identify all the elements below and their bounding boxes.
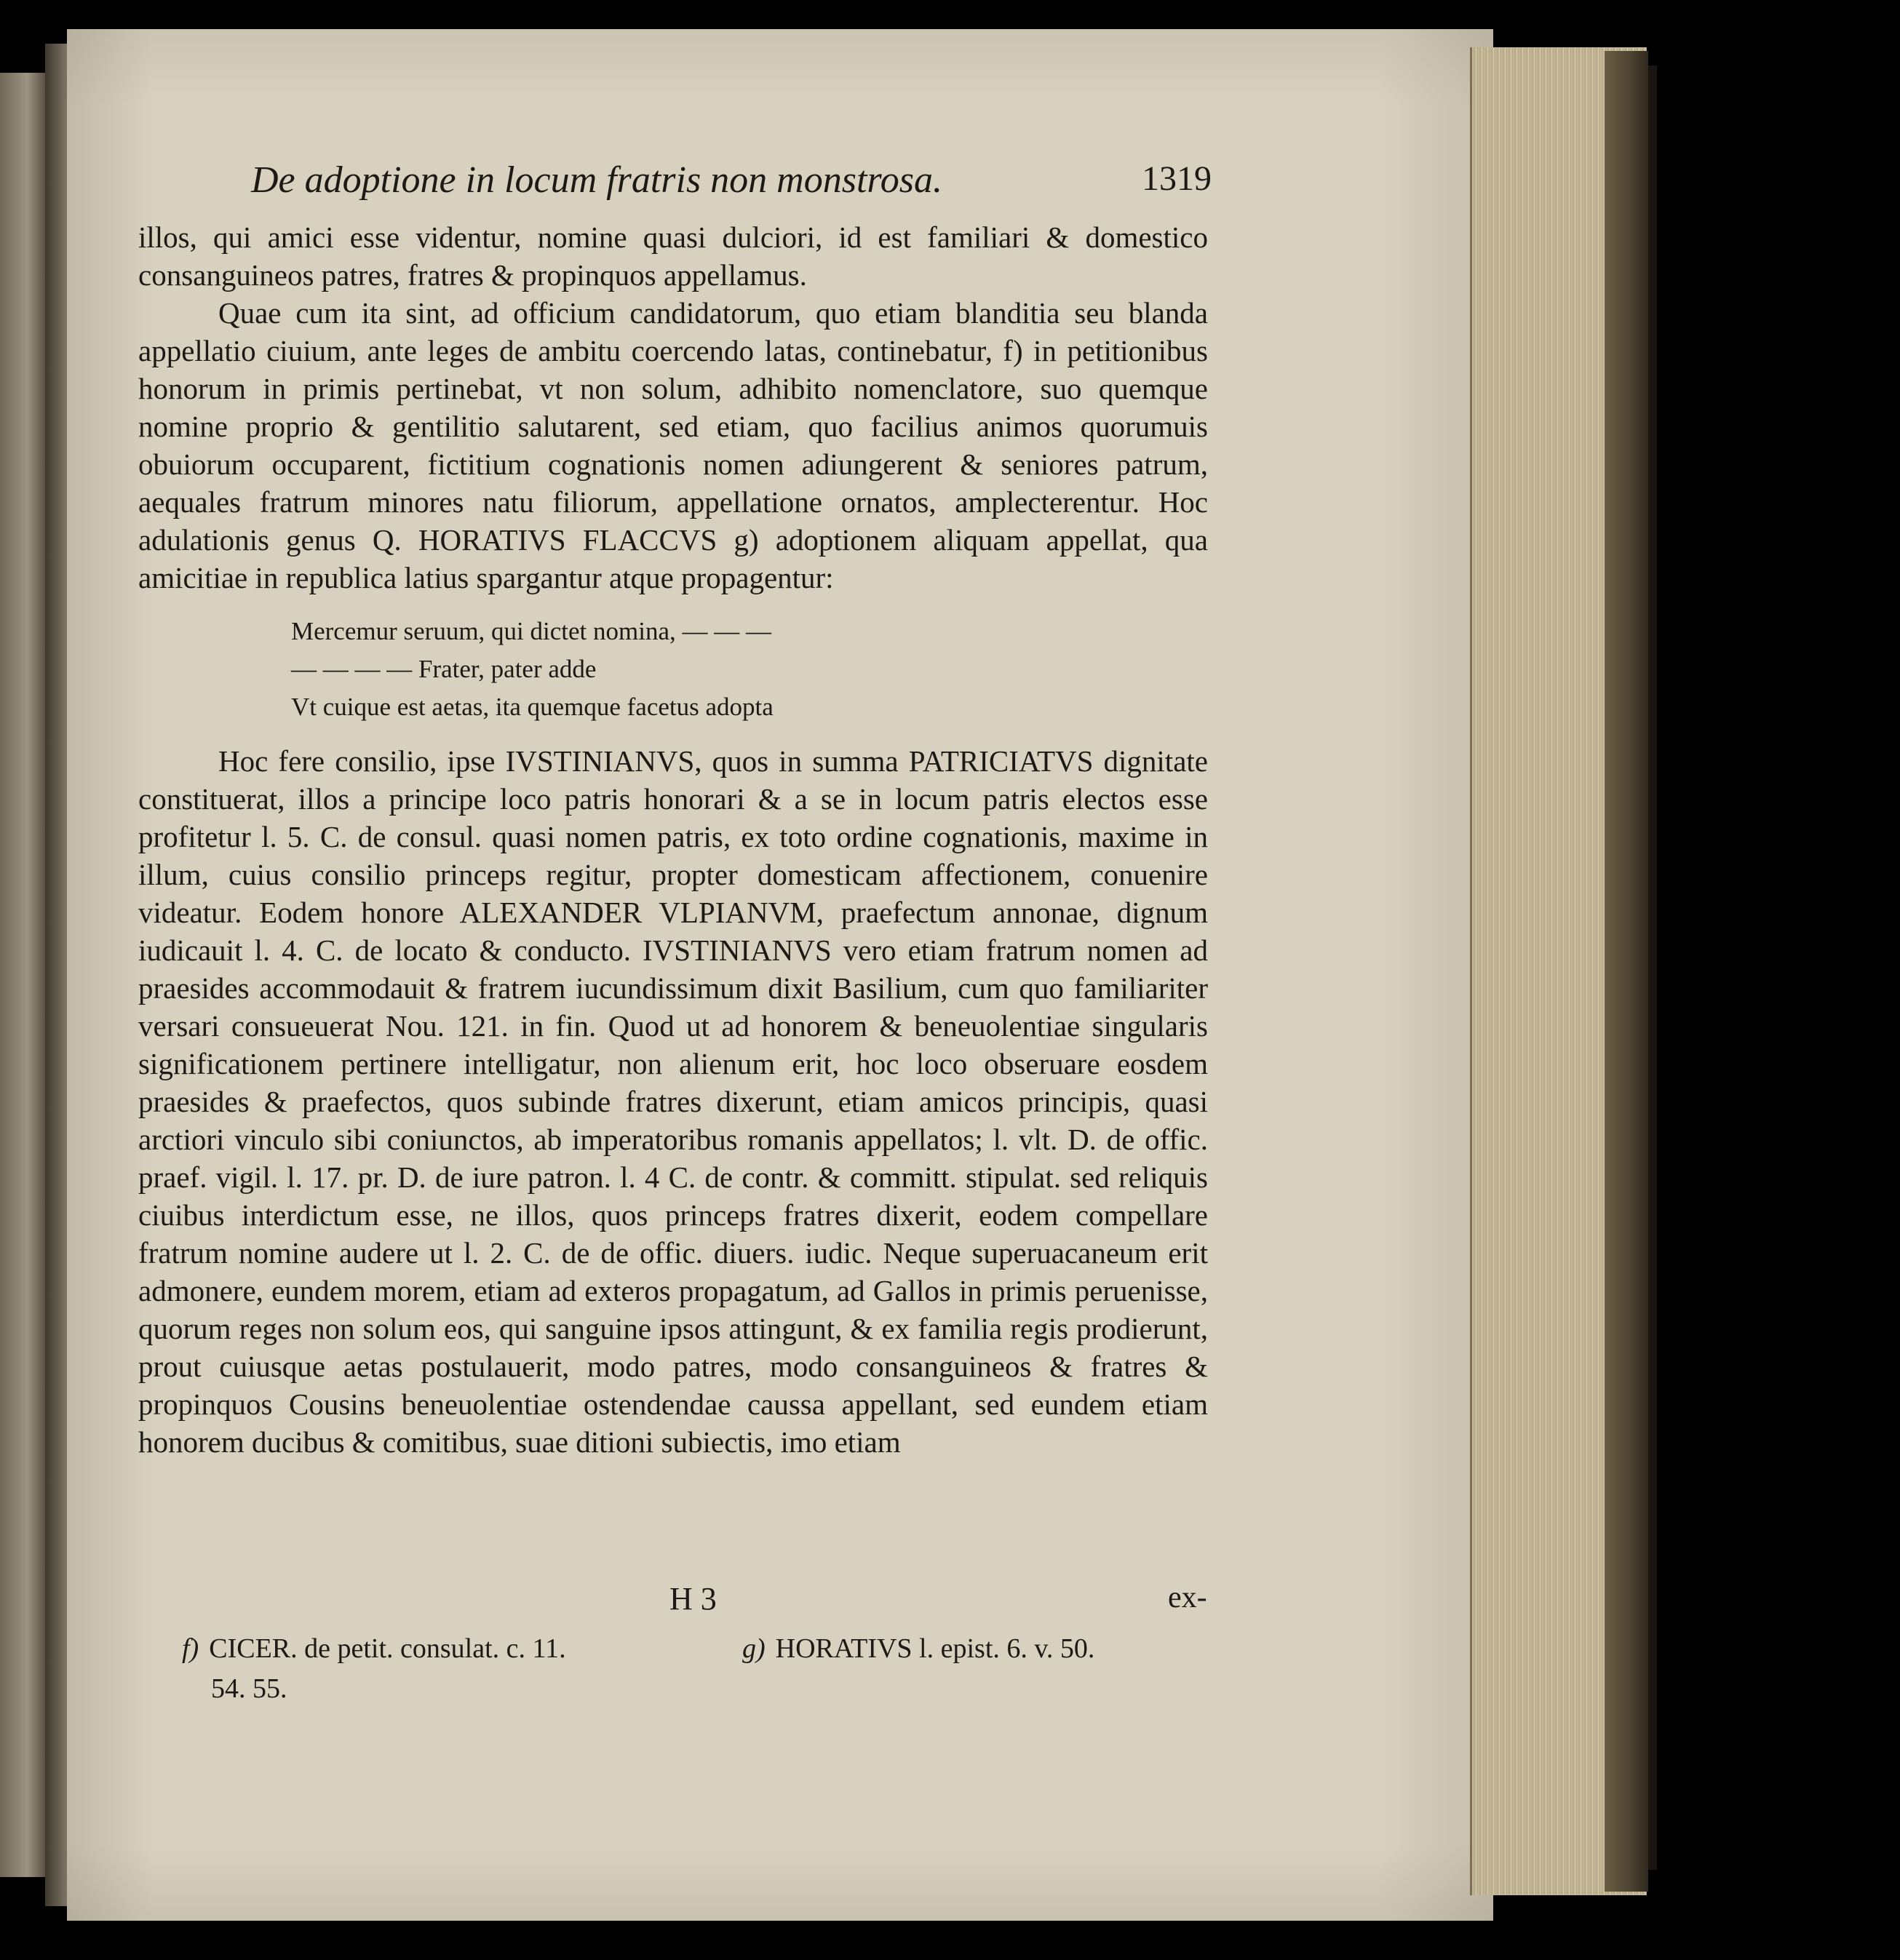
- catchword: ex-: [1168, 1581, 1207, 1614]
- verse-line-1: Mercemur seruum, qui dictet nomina, — — —: [291, 617, 771, 645]
- paragraph-1: illos, qui amici esse videntur, nomine quasi dulciori, id est familiari & domestico consanguineos patres, fratres & propinquos appellamus.: [138, 220, 1208, 292]
- footnote-f-text: CICER. de petit. consulat. c. 11.: [209, 1633, 566, 1664]
- verse-line-3: Vt cuique est aetas, ita quemque facetus adopta: [291, 693, 774, 721]
- paragraph-2: Quae cum ita sint, ad officium candidatorum, quo etiam blanditia seu blanda appellatio ciuium, ante leges de ambitu coercendo latas, continebatur, f) in petitionibus honorum in primis pertinebat, vt non solum, adhibito nomenclatore, suo quemque nomine proprio & gentilitio salutarent, sed etiam, quo facilius animos quorumuis obuiorum occuparent, fictitium cognationis nomen adiungerent & seniores patrum, aequales fratrum minores natu filiorum, appellatione ornatos, amplecterentur. Hoc adulationis genus Q. HORATIVS FLACCVS g) adoptionem aliquam appellat, qua amicitiae in republica latius spargantur atque propagentur:: [138, 296, 1208, 594]
- footnote-f-continuation: 54. 55.: [211, 1673, 287, 1704]
- footnote-g: [742, 1630, 1094, 1668]
- verse-line-2: — — — — Frater, pater adde: [291, 655, 597, 683]
- cover-shadow: [1648, 65, 1657, 1870]
- footnote-g-mark: g): [742, 1633, 766, 1664]
- footnote-f: [182, 1630, 566, 1668]
- verse-quotation: [291, 613, 1208, 726]
- running-head: De adoptione in locum fratris non monstrosa.: [251, 159, 942, 201]
- page-number: 1319: [1142, 159, 1212, 198]
- page-header: [251, 159, 1212, 210]
- book-cover: [1605, 51, 1648, 1892]
- page-body: [138, 218, 1208, 1461]
- paragraph-3: Hoc fere consilio, ipse IVSTINIANVS, quos in summa PATRICIATVS dignitate constituerat, illos a principe loco patris honorari & a se in locum patris electos esse profitetur l. 5. C. de consul. quasi nomen patris, ex toto ordine cognationis, maxime in illum, cuius consilio princeps regitur, propter domesticam affectionem, conuenire videatur. Eodem honore ALEXANDER VLPIANVM, praefectum annonae, dignum iudicauit l. 4. C. de locato & conducto. IVSTINIANVS vero etiam fratrum nomen ad praesides accommodauit & fratrem iucundissimum dixit Basilium, cum quo familiariter versari consueuerat Nou. 121. in fin. Quod ut ad honorem & beneuolentiae singularis significationem pertinere intelligatur, non alienum erit, hoc loco obseruare eosdem praesides & praefectos, quos subinde fratres dixerunt, etiam amicos principis, quasi arctiori vinculo sibi coniunctos, ab imperatoribus romanis appellatos; l. vlt. D. de offic. praef. vigil. l. 17. pr. D. de iure patron. l. 4 C. de contr. & committ. stipulat. sed reliquis ciuibus interdictum esse, ne illos, quos princeps fratres dixerit, eodem compellare fratrum nomine audere ut l. 2. C. de de offic. diuers. iudic. Neque superuacaneum erit admonere, eundem morem, etiam ad exteros propagatum, ad Gallos in primis peruenisse, quorum reges non solum eos, qui sanguine ipsos attingunt, & ex familia regis prodierunt, prout cuiusque aetas postulauerit, modo patres, modo consanguineos & fratres & propinquos Cousins beneuolentiae ostendendae caussa appellant, sed eundem etiam honorem ducibus & comitibus, suae ditioni subiectis, imo etiam: [138, 744, 1208, 1459]
- signature-mark: H 3: [669, 1581, 717, 1617]
- left-page-edge: [0, 73, 45, 1877]
- footnote-g-text: HORATIVS l. epist. 6. v. 50.: [775, 1633, 1095, 1664]
- footnote-f-mark: f): [182, 1633, 199, 1664]
- book-gutter: [45, 44, 67, 1906]
